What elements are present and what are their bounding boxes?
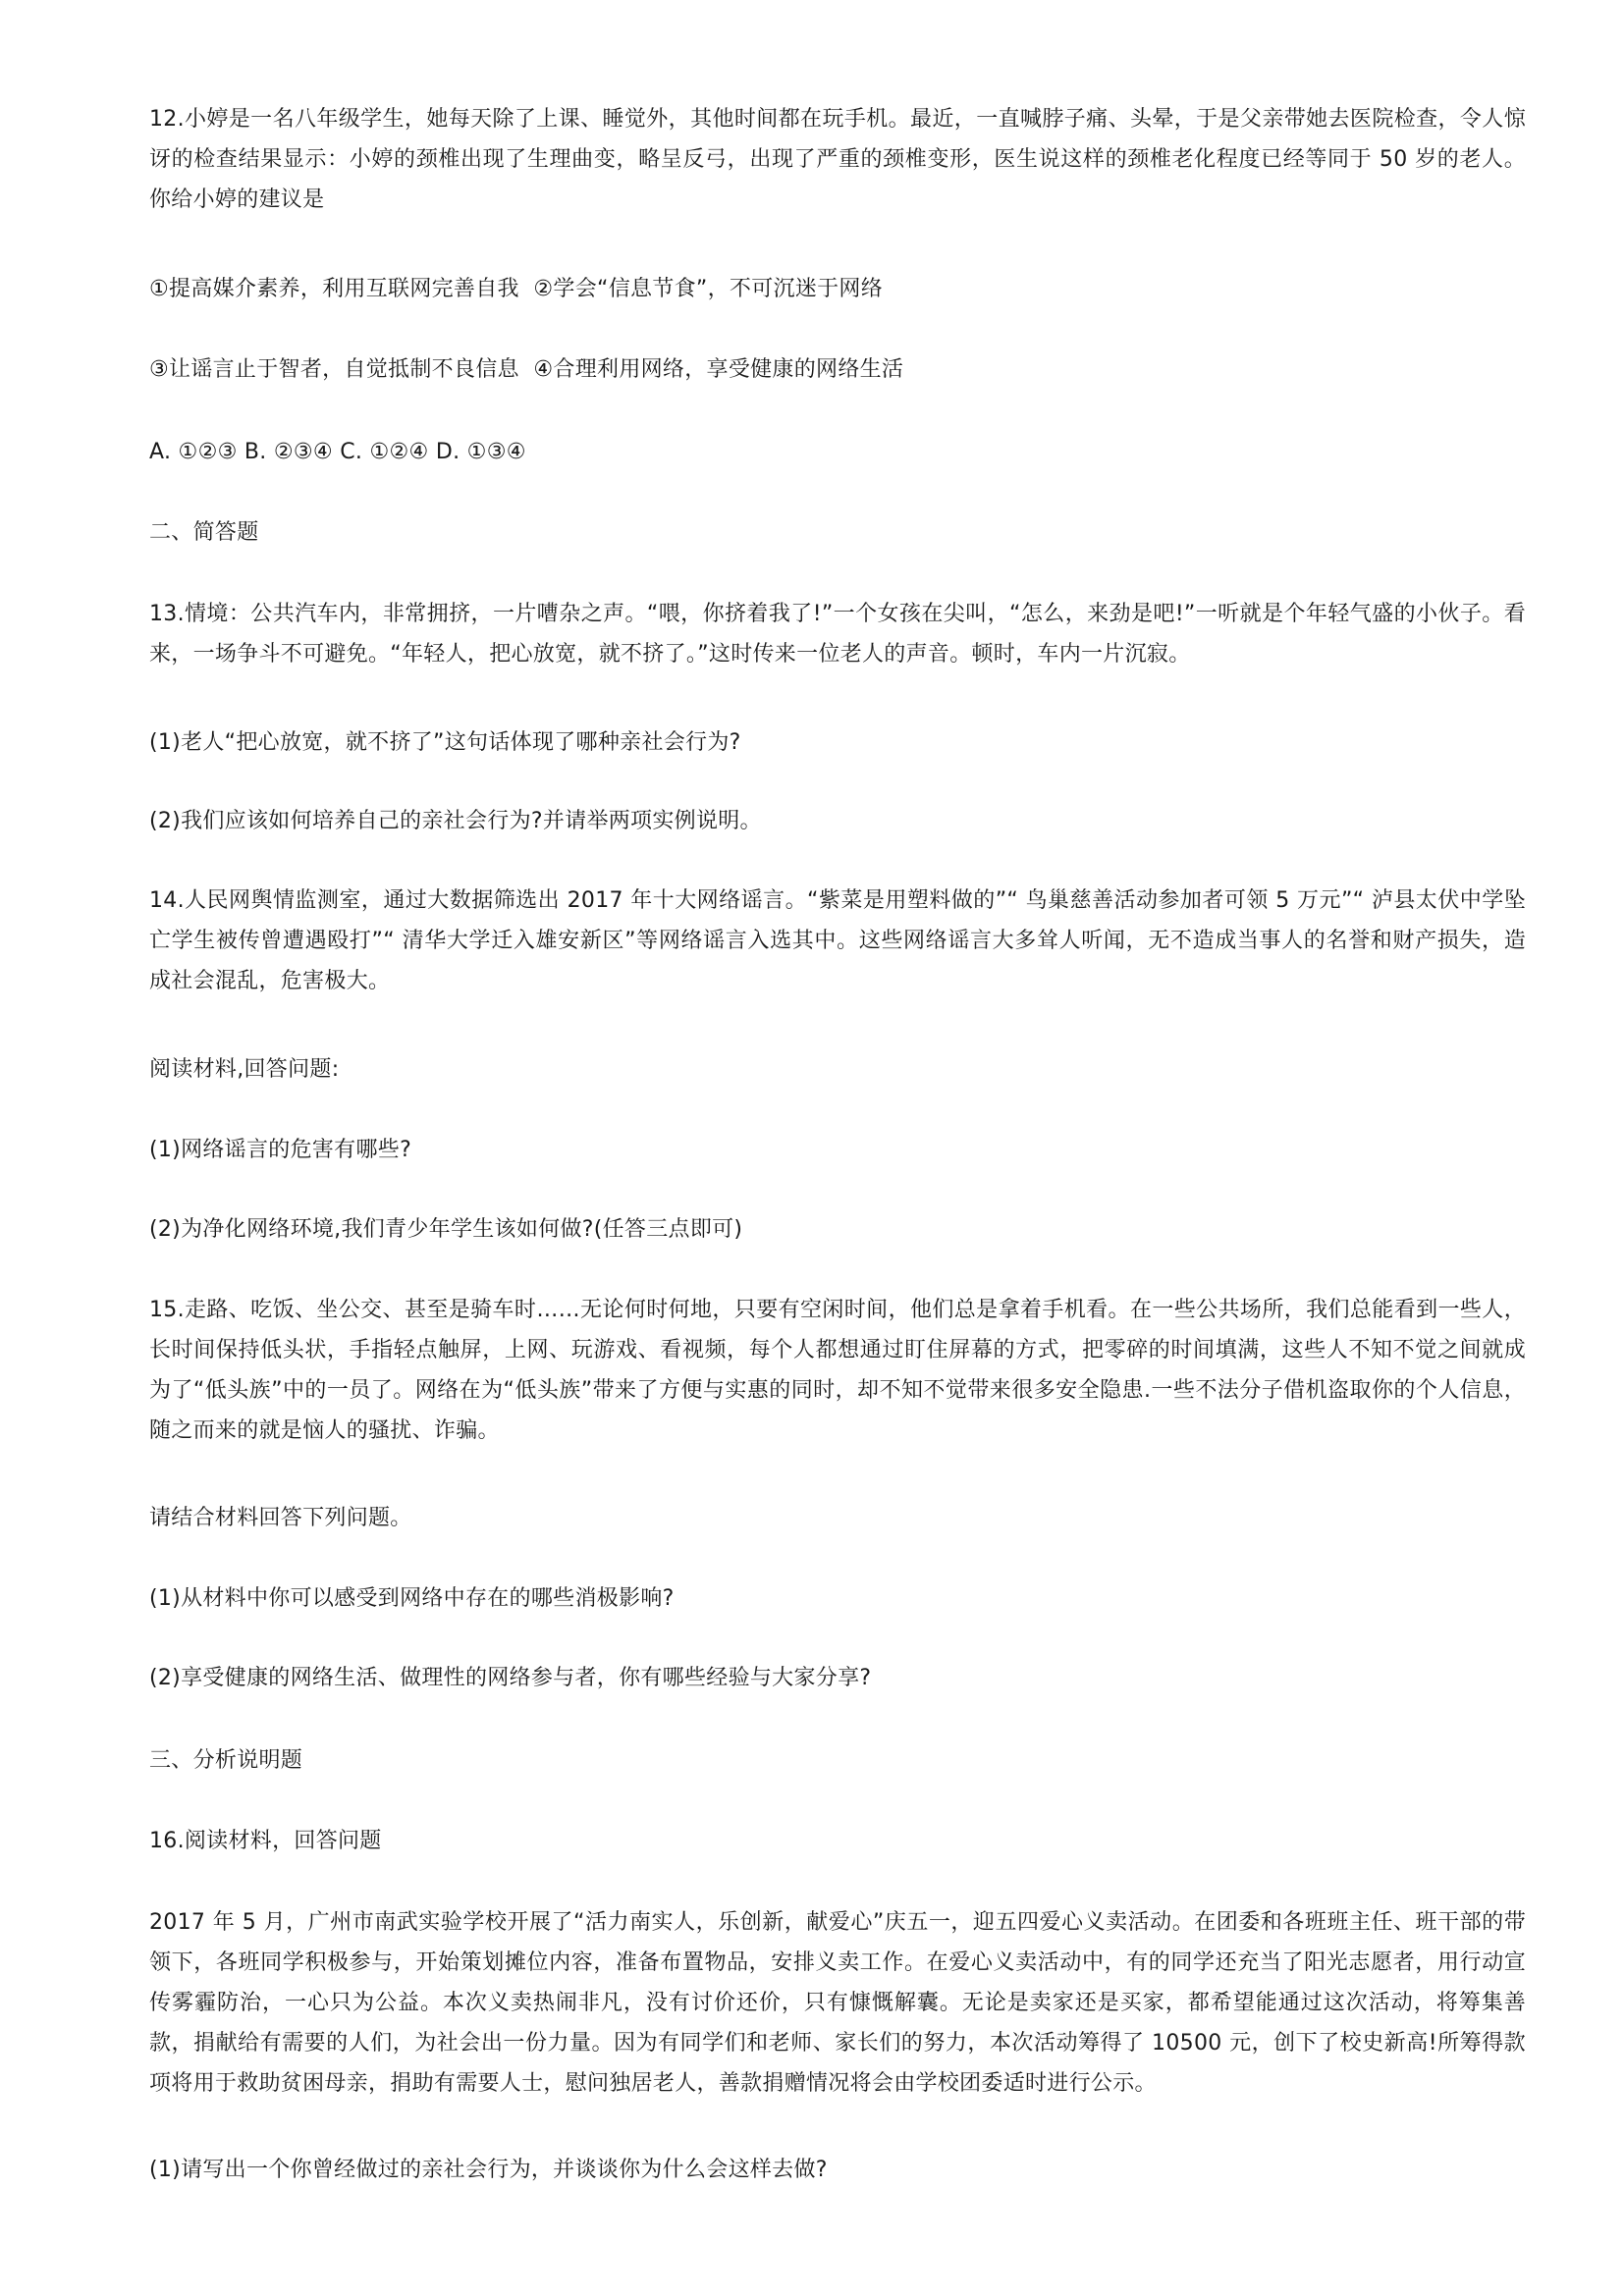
q16-sub-1: (1)请写出一个你曾经做过的亲社会行为，并谈谈你为什么会这样去做? bbox=[149, 2158, 828, 2182]
q15-prompt: 请结合材料回答下列问题。 bbox=[149, 1506, 412, 1530]
q15-sub-1: (1)从材料中你可以感受到网络中存在的哪些消极影响? bbox=[149, 1586, 675, 1611]
section-2-title: 二、简答题 bbox=[149, 520, 259, 545]
q16-title: 16.阅读材料，回答问题 bbox=[149, 1829, 382, 1853]
q12-options-line-1: ①提高媒介素养，利用互联网完善自我 ②学会“信息节食”，不可沉迷于网络 bbox=[149, 277, 884, 301]
q13-sub-2: (2)我们应该如何培养自己的亲社会行为?并请举两项实例说明。 bbox=[149, 809, 762, 833]
q15-sub-2: (2)享受健康的网络生活、做理性的网络参与者，你有哪些经验与大家分享? bbox=[149, 1666, 872, 1690]
q14-sub-2: (2)为净化网络环境,我们青少年学生该如何做?(任答三点即可) bbox=[149, 1217, 743, 1242]
q14-stem: 14.人民网舆情监测室，通过大数据筛选出 2017 年十大网络谣言。“紫菜是用塑料做的”“ 鸟巢慈善活动参加者可领 5 万元”“ 泸县太伏中学坠亡学生被传曾遭遇殴打”“ 清华大学迁入雄安新区”等网络谣言入选其中。这些网络谣言大多耸人听闻，无不造成当事人的名誉和财产损失，造成社会混乱，危害极大。 bbox=[149, 888, 1526, 993]
q16-stem: 2017 年 5 月，广州市南武实验学校开展了“活力南实人，乐创新，献爱心”庆五一，迎五四爱心义卖活动。在团委和各班班主任、班干部的带领下，各班同学积极参与，开始策划摊位内容，准备布置物品，安排义卖工作。在爱心义卖活动中，有的同学还充当了阳光志愿者，用行动宣传雾霾防治，一心只为公益。本次义卖热闹非凡，没有讨价还价，只有慷慨解囊。无论是卖家还是买家，都希望能通过这次活动，将筹集善款，捐献给有需要的人们，为社会出一份力量。因为有同学们和老师、家长们的努力，本次活动筹得了 10500 元，创下了校史新高!所筹得款项将用于救助贫困母亲，捐助有需要人士，慰问独居老人，善款捐赠情况将会由学校团委适时进行公示。 bbox=[149, 1910, 1526, 2096]
q12-options-line-2: ③让谣言止于智者，自觉抵制不良信息 ④合理利用网络，享受健康的网络生活 bbox=[149, 357, 904, 382]
q15-stem: 15.走路、吃饭、坐公交、甚至是骑车时……无论何时何地，只要有空闲时间，他们总是拿着手机看。在一些公共场所，我们总能看到一些人，长时间保持低头状，手指轻点触屏，上网、玩游戏、看视频，每个人都想通过盯住屏幕的方式，把零碎的时间填满，这些人不知不觉之间就成为了“低头族”中的一员了。网络在为“低头族”带来了方便与实惠的同时，却不知不觉带来很多安全隐患.一些不法分子借机盗取你的个人信息，随之而来的就是恼人的骚扰、诈骗。 bbox=[149, 1298, 1526, 1443]
q14-sub-1: (1)网络谣言的危害有哪些? bbox=[149, 1138, 412, 1162]
q12-stem: 12.小婷是一名八年级学生，她每天除了上课、睡觉外，其他时间都在玩手机。最近，一直喊脖子痛、头晕，于是父亲带她去医院检查，令人惊讶的检查结果显示：小婷的颈椎出现了生理曲变，略呈反弓，出现了严重的颈椎变形，医生说这样的颈椎老化程度已经等同于 50 岁的老人。你给小婷的建议是 bbox=[149, 107, 1526, 212]
section-3-title: 三、分析说明题 bbox=[149, 1748, 303, 1773]
q13-stem: 13.情境：公共汽车内，非常拥挤，一片嘈杂之声。“喂，你挤着我了!”一个女孩在尖叫，“怎么，来劲是吧!”一听就是个年轻气盛的小伙子。看来，一场争斗不可避免。“年轻人，把心放宽，就不挤了。”这时传来一位老人的声音。顿时，车内一片沉寂。 bbox=[149, 602, 1526, 667]
q14-prompt: 阅读材料,回答问题: bbox=[149, 1057, 340, 1082]
q12-choices: A. ①②③ B. ②③④ C. ①②④ D. ①③④ bbox=[149, 440, 526, 464]
q13-sub-1: (1)老人“把心放宽，就不挤了”这句话体现了哪种亲社会行为? bbox=[149, 730, 741, 755]
